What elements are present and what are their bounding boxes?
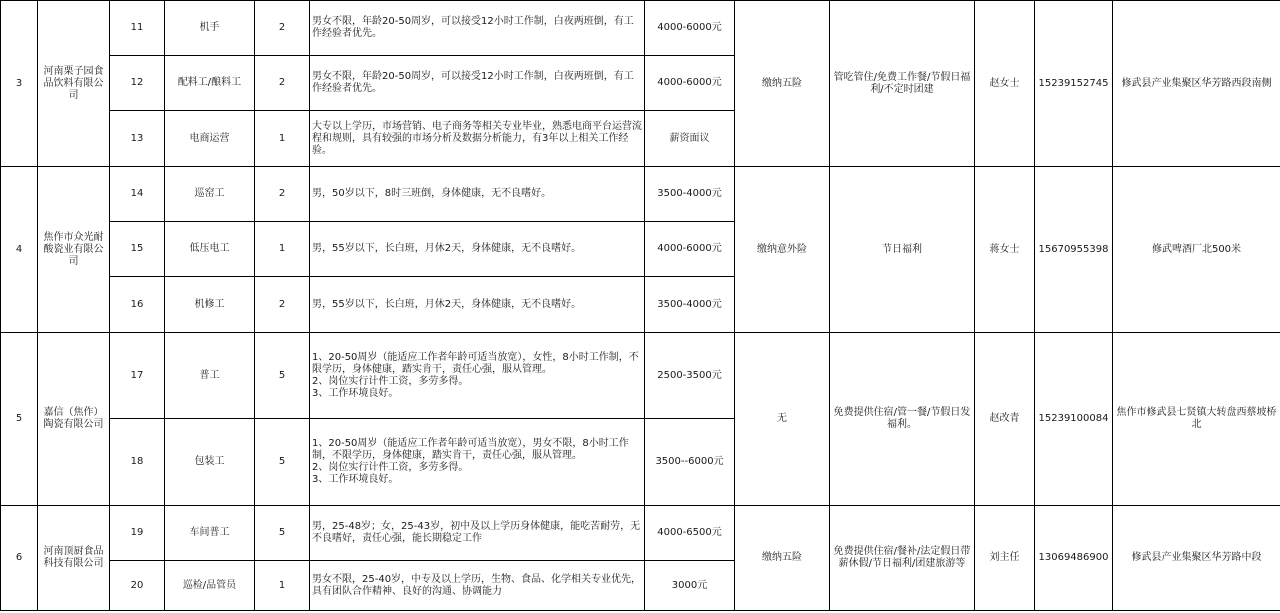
benefits: 管吃管住/免费工作餐/节假日福利/不定时团建 bbox=[830, 1, 975, 167]
job-id: 16 bbox=[110, 277, 165, 333]
contact-person: 刘主任 bbox=[975, 506, 1035, 611]
job-count: 1 bbox=[255, 111, 310, 167]
phone: 13069486900 bbox=[1035, 506, 1113, 611]
job-title: 低压电工 bbox=[165, 222, 255, 277]
benefits: 免费提供住宿/管一餐/节假日发福利。 bbox=[830, 333, 975, 506]
address: 焦作市修武县七贤镇大转盘西蔡坡桥北 bbox=[1113, 333, 1280, 506]
job-title: 机修工 bbox=[165, 277, 255, 333]
phone: 15239100084 bbox=[1035, 333, 1113, 506]
job-title: 包装工 bbox=[165, 419, 255, 506]
insurance: 缴纳意外险 bbox=[735, 167, 830, 333]
job-count: 1 bbox=[255, 561, 310, 611]
job-count: 2 bbox=[255, 277, 310, 333]
job-title: 巡检/品管员 bbox=[165, 561, 255, 611]
company-no: 3 bbox=[1, 1, 38, 167]
insurance: 缴纳五险 bbox=[735, 1, 830, 167]
company-no: 5 bbox=[1, 333, 38, 506]
job-id: 15 bbox=[110, 222, 165, 277]
contact-person: 赵改青 bbox=[975, 333, 1035, 506]
table-row bbox=[1, 1, 1280, 56]
job-salary: 4000-6000元 bbox=[645, 56, 735, 111]
job-salary: 薪资面议 bbox=[645, 111, 735, 167]
table-row bbox=[1, 167, 1280, 222]
job-count: 1 bbox=[255, 222, 310, 277]
job-salary: 2500-3500元 bbox=[645, 333, 735, 419]
job-count: 5 bbox=[255, 333, 310, 419]
job-count: 2 bbox=[255, 56, 310, 111]
job-title: 配料工/酿料工 bbox=[165, 56, 255, 111]
job-salary: 4000-6000元 bbox=[645, 222, 735, 277]
company-name: 河南栗子园食品饮料有限公司 bbox=[38, 1, 110, 167]
job-requirements: 男，55岁以下，长白班，月休2天，身体健康，无不良嗜好。 bbox=[310, 277, 645, 333]
job-requirements: 男女不限，年龄20-50周岁，可以接受12小时工作制，白夜两班倒，有工作经验者优先。 bbox=[310, 56, 645, 111]
job-salary: 4000-6500元 bbox=[645, 506, 735, 561]
job-requirements: 大专以上学历，市场营销、电子商务等相关专业毕业，熟悉电商平台运营流程和规则，具有较强的市场分析及数据分析能力，有3年以上相关工作经验。 bbox=[310, 111, 645, 167]
company-no: 4 bbox=[1, 167, 38, 333]
job-salary: 3500-4000元 bbox=[645, 277, 735, 333]
job-salary: 3000元 bbox=[645, 561, 735, 611]
contact-person: 赵女士 bbox=[975, 1, 1035, 167]
address: 修武啤酒厂北500米 bbox=[1113, 167, 1280, 333]
company-name: 焦作市众光耐酸瓷业有限公司 bbox=[38, 167, 110, 333]
job-id: 18 bbox=[110, 419, 165, 506]
job-id: 14 bbox=[110, 167, 165, 222]
contact-person: 蒋女士 bbox=[975, 167, 1035, 333]
job-requirements: 男女不限，25-40岁，中专及以上学历，生物、食品、化学相关专业优先，具有团队合作精神、良好的沟通、协调能力 bbox=[310, 561, 645, 611]
job-count: 5 bbox=[255, 506, 310, 561]
benefits: 节日福利 bbox=[830, 167, 975, 333]
job-salary: 4000-6000元 bbox=[645, 1, 735, 56]
job-requirements: 男，25-48岁；女，25-43岁，初中及以上学历身体健康，能吃苦耐劳，无不良嗜好，责任心强，能长期稳定工作 bbox=[310, 506, 645, 561]
job-count: 2 bbox=[255, 167, 310, 222]
address: 修武县产业集聚区华芳路西段南侧 bbox=[1113, 1, 1280, 167]
job-requirements: 男，50岁以下，8时三班倒，身体健康，无不良嗜好。 bbox=[310, 167, 645, 222]
job-requirements: 1、20-50周岁（能适应工作者年龄可适当放宽），女性，8小时工作制，不限学历，身体健康，踏实肯干，责任心强，服从管理。 2、岗位实行计件工资，多劳多得。 3、工作环境良好。 bbox=[310, 333, 645, 419]
table-row bbox=[1, 506, 1280, 561]
phone: 15239152745 bbox=[1035, 1, 1113, 167]
job-requirements: 男女不限，年龄20-50周岁，可以接受12小时工作制，白夜两班倒，有工作经验者优先。 bbox=[310, 1, 645, 56]
phone: 15670955398 bbox=[1035, 167, 1113, 333]
insurance: 无 bbox=[735, 333, 830, 506]
company-name: 河南顶厨食品科技有限公司 bbox=[38, 506, 110, 611]
job-id: 19 bbox=[110, 506, 165, 561]
job-count: 5 bbox=[255, 419, 310, 506]
job-count: 2 bbox=[255, 1, 310, 56]
job-id: 11 bbox=[110, 1, 165, 56]
job-id: 12 bbox=[110, 56, 165, 111]
job-requirements: 男，55岁以下，长白班，月休2天，身体健康，无不良嗜好。 bbox=[310, 222, 645, 277]
job-title: 巡窑工 bbox=[165, 167, 255, 222]
job-title: 机手 bbox=[165, 1, 255, 56]
address: 修武县产业集聚区华芳路中段 bbox=[1113, 506, 1280, 611]
job-id: 13 bbox=[110, 111, 165, 167]
job-salary: 3500--6000元 bbox=[645, 419, 735, 506]
job-title: 车间普工 bbox=[165, 506, 255, 561]
job-id: 20 bbox=[110, 561, 165, 611]
job-salary: 3500-4000元 bbox=[645, 167, 735, 222]
job-title: 普工 bbox=[165, 333, 255, 419]
job-requirements: 1、20-50周岁（能适应工作者年龄可适当放宽），男女不限，8小时工作制，不限学历，身体健康，踏实肯干，责任心强，服从管理。 2、岗位实行计件工资，多劳多得。 3、工作环境良好。 bbox=[310, 419, 645, 506]
benefits: 免费提供住宿/餐补/法定假日带薪休假/节日福利/团建旅游等 bbox=[830, 506, 975, 611]
table-row bbox=[1, 333, 1280, 419]
company-name: 嘉信（焦作）陶瓷有限公司 bbox=[38, 333, 110, 506]
company-no: 6 bbox=[1, 506, 38, 611]
job-id: 17 bbox=[110, 333, 165, 419]
insurance: 缴纳五险 bbox=[735, 506, 830, 611]
job-title: 电商运营 bbox=[165, 111, 255, 167]
